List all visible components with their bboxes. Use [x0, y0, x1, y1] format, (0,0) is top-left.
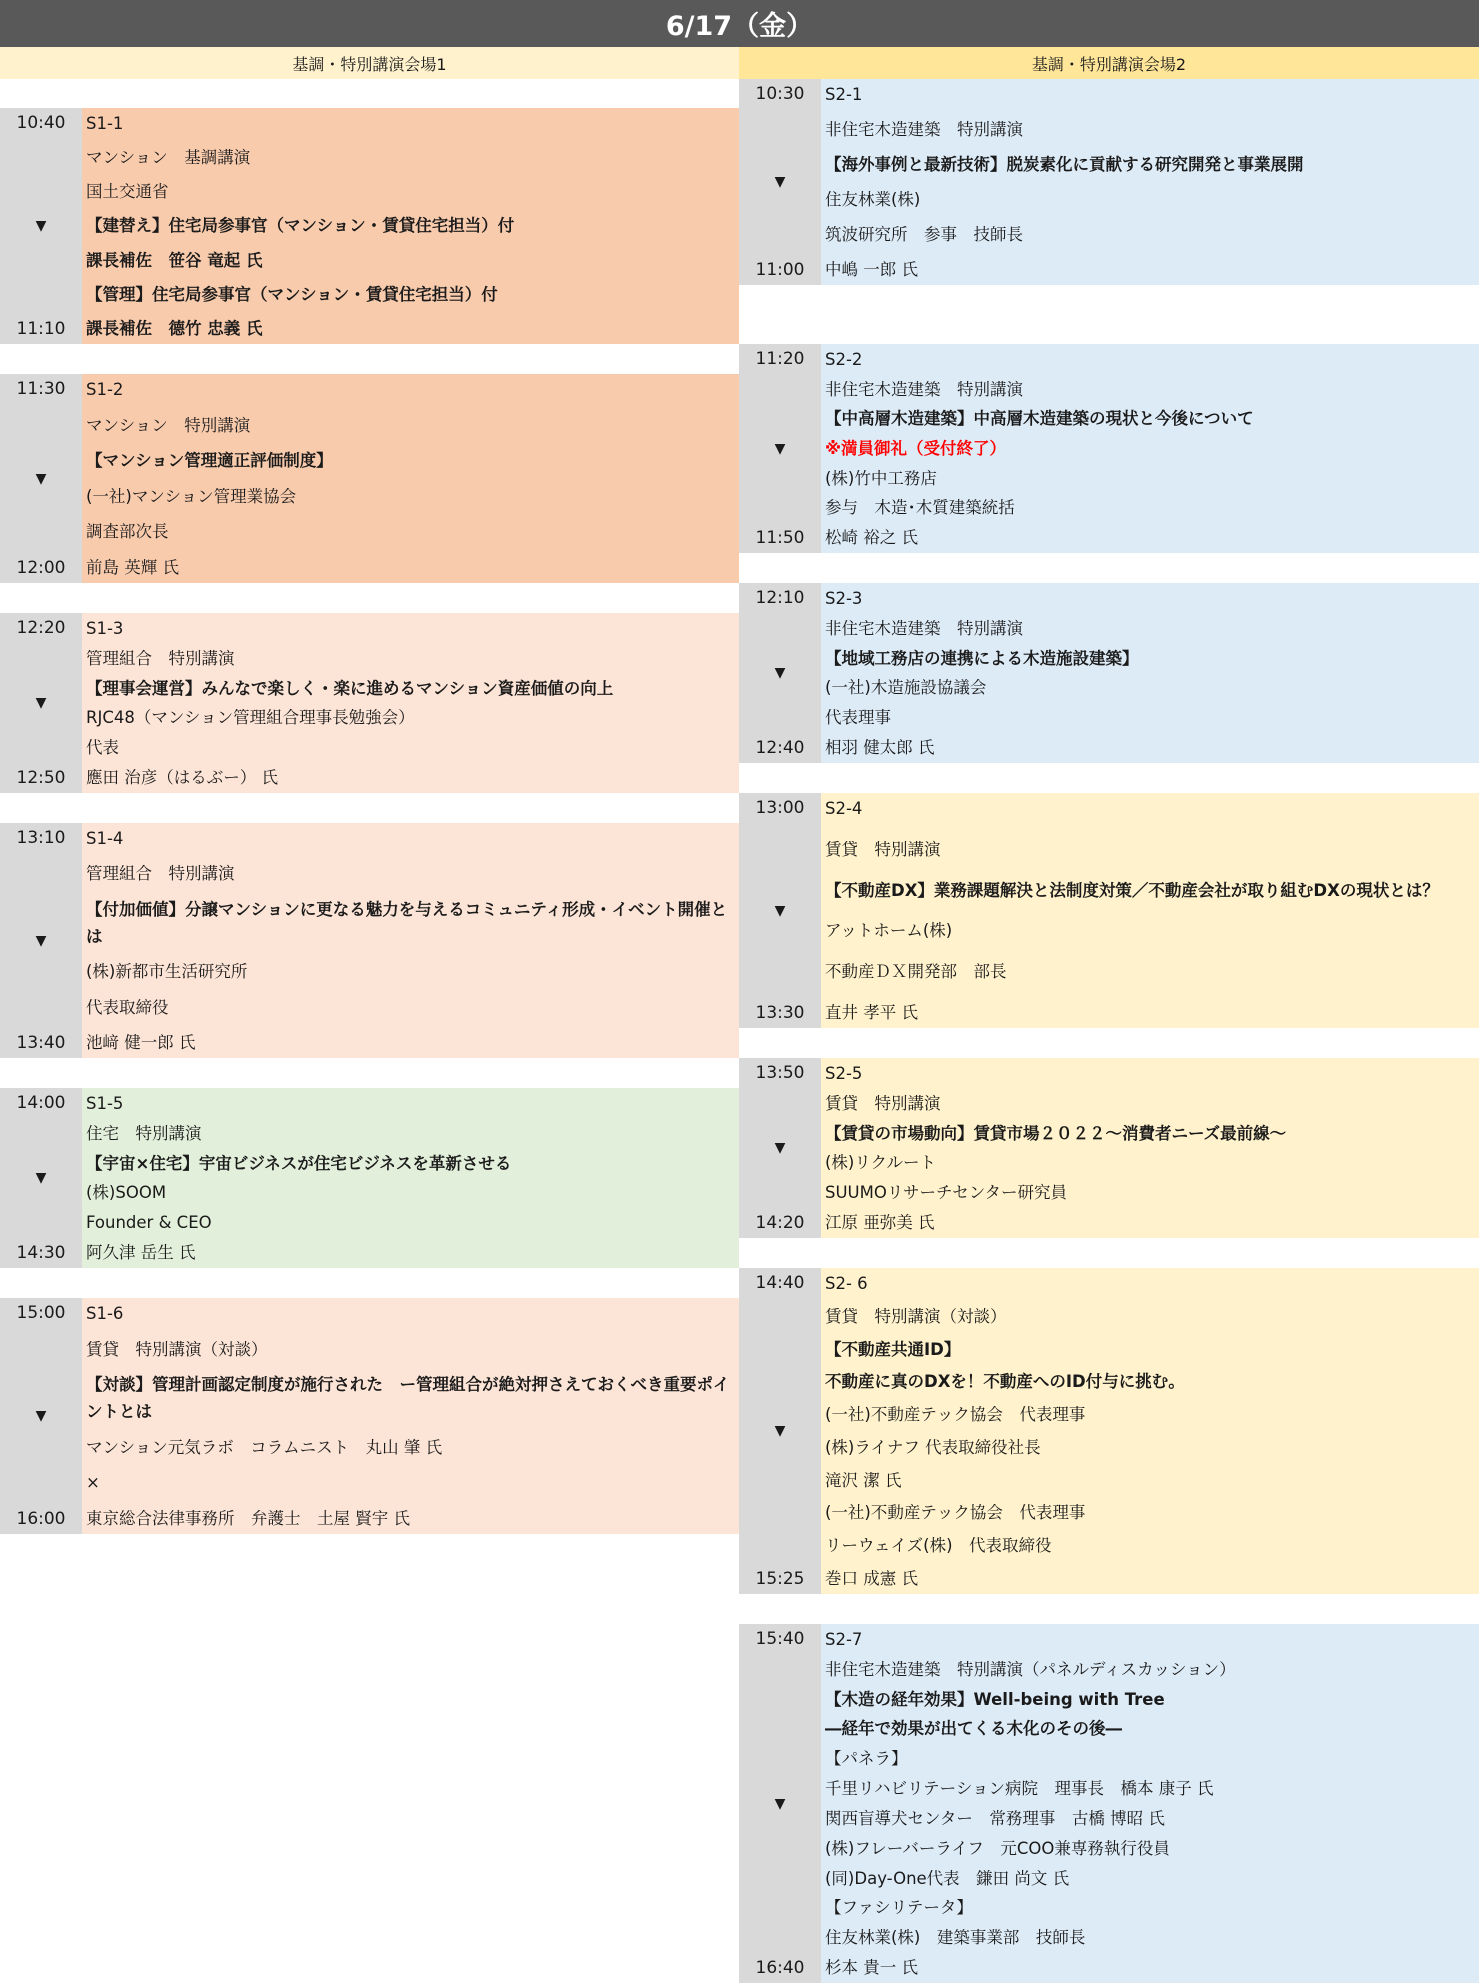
session-line: 【木造の経年効果】Well-being with Tree: [825, 1689, 1165, 1709]
session-code: S1-6: [86, 1304, 124, 1323]
down-arrow-icon: ▼: [35, 1408, 47, 1424]
session-line: 賃貸 特別講演（対談）: [825, 1306, 1007, 1326]
session-line: 杉本 貴一 氏: [825, 1957, 918, 1977]
start-time: 14:00: [16, 1093, 66, 1113]
session-line: 直井 孝平 氏: [825, 1002, 918, 1022]
session-line: 関西盲導犬センター 常務理事 古橋 博昭 氏: [825, 1808, 1165, 1828]
session-s2-6: [739, 1268, 1479, 1594]
session-line: 非住宅木造建築 特別講演: [825, 618, 1023, 638]
down-arrow-icon: ▼: [774, 665, 786, 681]
session-content: [82, 1298, 739, 1534]
session-line: (株)SOOM: [86, 1183, 167, 1203]
session-line: 非住宅木造建築 特別講演: [825, 379, 1023, 399]
session-line: RJC48（マンション管理組合理事長勉強会）: [86, 708, 415, 728]
down-arrow-icon: ▼: [774, 1795, 786, 1812]
session-line: 巻口 成憲 氏: [825, 1568, 918, 1588]
session-line: (株)竹中工務店: [825, 468, 937, 488]
start-time: 14:40: [755, 1273, 805, 1293]
session-s1-2: [0, 374, 739, 583]
session-line: 不動産に真のDXを！不動産へのID付与に挑む。: [825, 1372, 1185, 1392]
start-time: 10:30: [755, 84, 805, 104]
session-line: 【不動産DX】業務課題解決と法制度対策／不動産会社が取り組むDXの現状とは？: [825, 880, 1439, 900]
session-line: 賃貸 特別講演（対談）: [86, 1339, 268, 1359]
end-time: 11:00: [755, 260, 805, 280]
down-arrow-icon: ▼: [774, 1423, 786, 1439]
session-line: 代表理事: [825, 708, 891, 728]
time-column: [0, 374, 82, 583]
end-time: 16:00: [16, 1509, 66, 1529]
session-s1-6: [0, 1298, 739, 1534]
session-line: 【マンション管理適正評価制度】: [86, 451, 333, 471]
session-code: S2-3: [825, 589, 863, 608]
end-time: 15:25: [755, 1569, 805, 1589]
time-column: [739, 1058, 821, 1238]
venue-2-header: 基調・特別講演会場2: [739, 47, 1479, 79]
session-line: マンション元気ラボ コラムニスト 丸山 肇 氏: [86, 1437, 443, 1457]
session-code: S1-5: [86, 1094, 124, 1113]
down-arrow-icon: ▼: [35, 695, 47, 711]
session-s1-5: [0, 1088, 739, 1268]
session-line: 課長補佐 德竹 忠義 氏: [86, 318, 263, 338]
session-content: [82, 374, 739, 583]
session-line: 【対談】管理計画認定制度が施行された ー管理組合が絶対押さえておくべき重要ポイントとは: [86, 1375, 730, 1422]
session-line: 【不動産共通ID】: [825, 1339, 961, 1359]
session-code: S2-5: [825, 1064, 863, 1083]
end-time: 16:40: [755, 1958, 805, 1978]
session-line: (株)新都市生活研究所: [86, 962, 248, 982]
session-line: 【管理】住宅局参事官（マンション・賃貸住宅担当）付: [86, 284, 498, 304]
session-line: 千里リハビリテーション病院 理事長 橋本 康子 氏: [825, 1779, 1214, 1799]
start-time: 13:10: [16, 828, 66, 848]
session-line: 應田 治彦（はるぶー） 氏: [86, 767, 278, 787]
session-line: 【中高層木造建築】中高層木造建築の現状と今後について: [825, 409, 1254, 429]
session-line: 参与 木造･木質建築統括: [825, 498, 1015, 518]
session-line: 【パネラ】: [825, 1749, 908, 1769]
session-s1-1: [0, 108, 739, 344]
session-content: [821, 79, 1479, 285]
date-header: 6/17（金）: [0, 0, 1479, 47]
session-s1-3: [0, 613, 739, 793]
session-line: マンション 特別講演: [86, 415, 251, 435]
down-arrow-icon: ▼: [774, 440, 786, 457]
session-line: アットホーム(株): [825, 921, 953, 941]
session-line: 【宇宙×住宅】宇宙ビジネスが住宅ビジネスを革新させる: [86, 1153, 512, 1173]
session-line: SUUMOリサーチセンター研究員: [825, 1183, 1068, 1203]
session-line: 住友林業(株) 建築事業部 技師長: [825, 1928, 1086, 1948]
session-code: S1-3: [86, 619, 124, 638]
session-code: S1-1: [86, 114, 124, 133]
time-column: [0, 613, 82, 793]
session-line: 管理組合 特別講演: [86, 648, 235, 668]
session-line: 東京総合法律事務所 弁護士 土屋 賢宇 氏: [86, 1508, 410, 1528]
end-time: 13:30: [755, 1003, 805, 1023]
venue-1-header: 基調・特別講演会場1: [0, 47, 739, 79]
down-arrow-icon: ▼: [35, 1170, 47, 1186]
session-line: 非住宅木造建築 特別講演（パネルディスカッション）: [825, 1659, 1236, 1679]
session-line: 住宅 特別講演: [86, 1123, 202, 1143]
time-column: [0, 108, 82, 344]
session-content: [821, 344, 1479, 553]
start-time: 12:10: [755, 588, 805, 608]
time-column: [739, 1268, 821, 1594]
session-line: マンション 基調講演: [86, 148, 251, 168]
session-line: (一社)不動産テック協会 代表理事: [825, 1503, 1086, 1523]
session-line: 代表取締役: [86, 997, 169, 1017]
session-code: S2-1: [825, 85, 863, 104]
session-line: ※満員御礼（受付終了）: [825, 438, 1007, 458]
session-line: 中嶋 一郎 氏: [825, 260, 918, 279]
end-time: 11:50: [755, 528, 805, 548]
session-line: Founder & CEO: [86, 1213, 212, 1233]
session-line: (株)ライナフ 代表取締役社長: [825, 1437, 1041, 1457]
session-line: ―経年で効果が出てくる木化のその後―: [825, 1719, 1122, 1739]
session-line: 賃貸 特別講演: [825, 839, 941, 859]
time-column: [0, 1298, 82, 1534]
session-line: 前島 英輝 氏: [86, 557, 179, 577]
start-time: 10:40: [16, 113, 66, 133]
session-line: (一社)不動産テック協会 代表理事: [825, 1405, 1086, 1425]
session-content: [82, 823, 739, 1058]
time-column: [739, 583, 821, 763]
start-time: 13:50: [755, 1063, 805, 1083]
session-line: 【海外事例と最新技術】脱炭素化に貢献する研究開発と事業展開: [825, 155, 1304, 174]
session-line: (株)フレーバーライフ 元COO兼専務執行役員: [825, 1838, 1170, 1858]
start-time: 12:20: [16, 618, 66, 638]
session-line: 松崎 裕之 氏: [825, 527, 918, 547]
session-line: リーウェイズ(株) 代表取締役: [825, 1536, 1052, 1556]
session-line: 代表: [86, 738, 119, 758]
session-s2-2: [739, 344, 1479, 553]
session-line: 【賃貸の市場動向】賃貸市場２０２２～消費者ニーズ最前線～: [825, 1123, 1287, 1143]
session-line: 相羽 健太郎 氏: [825, 737, 935, 757]
session-code: S1-2: [86, 380, 124, 399]
session-line: (一社)マンション管理業協会: [86, 486, 297, 506]
session-content: [821, 1058, 1479, 1238]
session-content: [821, 1624, 1479, 1983]
session-line: 筑波研究所 参事 技師長: [825, 225, 1023, 244]
start-time: 11:20: [755, 349, 805, 369]
session-s2-7: [739, 1624, 1479, 1983]
session-code: S2-7: [825, 1630, 863, 1649]
session-line: ×: [86, 1473, 100, 1493]
session-line: 江原 亜弥美 氏: [825, 1212, 935, 1232]
session-line: 滝沢 潔 氏: [825, 1470, 902, 1490]
session-code: S1-4: [86, 829, 124, 848]
end-time: 14:20: [755, 1213, 805, 1233]
down-arrow-icon: ▼: [774, 1140, 786, 1156]
session-s1-4: [0, 823, 739, 1058]
down-arrow-icon: ▼: [774, 902, 786, 919]
session-content: [821, 583, 1479, 763]
session-s2-3: [739, 583, 1479, 763]
session-line: (株)リクルート: [825, 1153, 937, 1173]
session-line: (一社)木造施設協議会: [825, 678, 987, 698]
session-line: 【地域工務店の連携による木造施設建築】: [825, 648, 1139, 668]
start-time: 13:00: [755, 798, 805, 818]
session-line: (同)Day-One代表 鎌田 尚文 氏: [825, 1868, 1070, 1888]
start-time: 11:30: [16, 379, 66, 399]
session-code: S2-2: [825, 350, 863, 369]
time-column: [739, 79, 821, 285]
session-line: 池﨑 健一郎 氏: [86, 1032, 196, 1052]
session-code: S2- 6: [825, 1274, 868, 1293]
down-arrow-icon: ▼: [774, 174, 786, 190]
start-time: 15:00: [16, 1303, 66, 1323]
session-line: 【理事会運営】みんなで楽しく・楽に進めるマンション資産価値の向上: [86, 678, 614, 698]
end-time: 11:10: [16, 319, 66, 339]
session-line: 非住宅木造建築 特別講演: [825, 120, 1023, 139]
session-line: 【ファシリテータ】: [825, 1898, 973, 1918]
session-content: [82, 1088, 739, 1268]
session-line: 【建替え】住宅局参事官（マンション・賃貸住宅担当）付: [86, 216, 515, 236]
session-s2-5: [739, 1058, 1479, 1238]
end-time: 13:40: [16, 1033, 66, 1053]
session-line: 調査部次長: [86, 522, 169, 542]
down-arrow-icon: ▼: [35, 470, 47, 487]
end-time: 14:30: [16, 1243, 66, 1263]
end-time: 12:00: [16, 558, 66, 578]
session-content: [821, 793, 1479, 1028]
end-time: 12:40: [755, 738, 805, 758]
down-arrow-icon: ▼: [35, 932, 47, 949]
start-time: 15:40: [755, 1629, 805, 1649]
time-column: [0, 823, 82, 1058]
session-s2-4: [739, 793, 1479, 1028]
session-content: [82, 108, 739, 344]
session-line: 賃貸 特別講演: [825, 1093, 941, 1113]
session-line: 不動産ＤＸ開発部 部長: [825, 962, 1007, 982]
session-content: [82, 613, 739, 793]
session-content: [821, 1268, 1479, 1594]
session-line: 国土交通省: [86, 182, 169, 202]
session-line: 【付加価値】分譲マンションに更なる魅力を与えるコミュニティ形成・イベント開催とは: [86, 899, 728, 946]
time-column: [739, 344, 821, 553]
session-line: 課長補佐 笹谷 竜起 氏: [86, 250, 263, 270]
end-time: 12:50: [16, 768, 66, 788]
session-line: 住友林業(株): [825, 190, 921, 209]
session-line: 阿久津 岳生 氏: [86, 1242, 196, 1262]
time-column: [739, 1624, 821, 1983]
down-arrow-icon: ▼: [35, 218, 47, 234]
time-column: [739, 793, 821, 1028]
session-line: 管理組合 特別講演: [86, 864, 235, 884]
session-s2-1: [739, 79, 1479, 285]
session-code: S2-4: [825, 799, 863, 818]
time-column: [0, 1088, 82, 1268]
